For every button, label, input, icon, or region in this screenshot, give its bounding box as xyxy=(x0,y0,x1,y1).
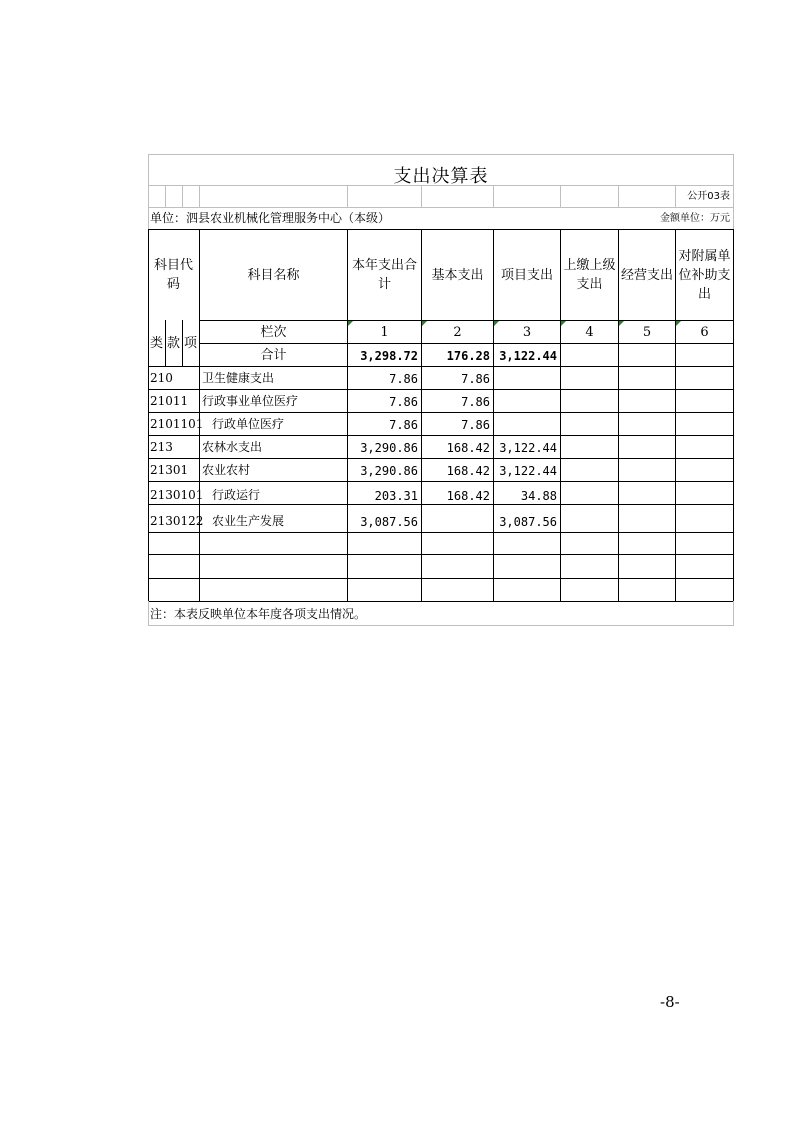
row-code: 2130101 xyxy=(150,488,204,502)
row-total: 7.86 xyxy=(389,372,418,386)
row-code: 2101101 xyxy=(150,417,204,431)
column-number: 3 xyxy=(522,324,532,340)
header-kuan: 款 xyxy=(166,336,180,351)
column-number: 2 xyxy=(453,324,462,340)
header-subject-name: 科目名称 xyxy=(247,267,300,283)
row-name: 农业生产发展 xyxy=(212,514,285,528)
row-total: 7.86 xyxy=(389,395,418,409)
header-basic: 基本支出 xyxy=(431,267,484,283)
total-project: 3,122.44 xyxy=(499,349,557,363)
column-number: 1 xyxy=(380,324,389,340)
row-basic: 7.86 xyxy=(461,395,490,409)
row-name: 农林水支出 xyxy=(202,440,263,454)
row-code: 213 xyxy=(150,440,173,454)
column-number: 6 xyxy=(700,324,709,340)
table-code: 公开03表 xyxy=(687,191,730,202)
row-basic: 168.42 xyxy=(446,464,490,478)
row-project: 3,122.44 xyxy=(499,441,557,455)
amount-unit: 金额单位：万元 xyxy=(660,213,730,224)
expenditure-table xyxy=(148,154,734,626)
row-code: 21301 xyxy=(150,463,189,477)
column-index-label: 栏次 xyxy=(260,324,287,340)
row-code: 2130122 xyxy=(150,514,204,528)
row-name: 卫生健康支出 xyxy=(202,371,275,385)
row-code: 210 xyxy=(150,371,173,385)
header-upper-pay-line2: 支出 xyxy=(576,277,603,292)
header-project: 项目支出 xyxy=(500,267,553,283)
header-subsidiary-line2: 位补助支 xyxy=(678,267,731,283)
column-number: 4 xyxy=(585,324,594,340)
row-name: 行政单位医疗 xyxy=(212,417,285,431)
row-total: 3,290.86 xyxy=(360,441,418,455)
reporting-unit: 单位：泗县农业机械化管理服务中心（本级） xyxy=(150,211,391,225)
total-basic: 176.28 xyxy=(446,349,490,363)
header-total: 本年支出合计 xyxy=(351,258,417,292)
row-name: 行政运行 xyxy=(212,488,261,502)
total-amount: 3,298.72 xyxy=(360,349,418,363)
row-basic: 168.42 xyxy=(446,441,490,455)
row-total: 203.31 xyxy=(374,489,418,503)
header-lei: 类 xyxy=(149,336,163,351)
header-subsidiary-line3: 出 xyxy=(697,286,711,302)
row-project: 3,087.56 xyxy=(499,515,557,529)
header-upper-pay xyxy=(561,230,618,320)
row-total: 3,290.86 xyxy=(360,464,418,478)
header-subsidiary-line1: 对附属单 xyxy=(678,248,731,264)
row-project: 34.88 xyxy=(520,489,557,503)
row-basic: 168.42 xyxy=(446,489,490,503)
row-name: 行政事业单位医疗 xyxy=(202,394,299,408)
row-code: 21011 xyxy=(150,394,189,408)
header-subsidiary xyxy=(676,230,733,320)
header-upper-pay-line1: 上缴上级 xyxy=(563,258,616,273)
header-business: 经营支出 xyxy=(620,267,673,283)
row-project: 3,122.44 xyxy=(499,464,557,478)
row-basic: 7.86 xyxy=(461,418,490,432)
footnote: 注：本表反映单位本年度各项支出情况。 xyxy=(150,607,367,621)
header-xiang: 项 xyxy=(183,336,197,351)
table-title: 支出决算表 xyxy=(393,166,489,187)
total-label: 合计 xyxy=(260,347,287,363)
column-number: 5 xyxy=(642,324,652,340)
row-total: 3,087.56 xyxy=(360,515,418,529)
row-name: 农业农村 xyxy=(202,463,251,477)
header-subject-code: 科目代码 xyxy=(153,258,193,292)
row-total: 7.86 xyxy=(389,418,418,432)
row-basic: 7.86 xyxy=(461,372,490,386)
page-number: -8- xyxy=(660,993,680,1011)
